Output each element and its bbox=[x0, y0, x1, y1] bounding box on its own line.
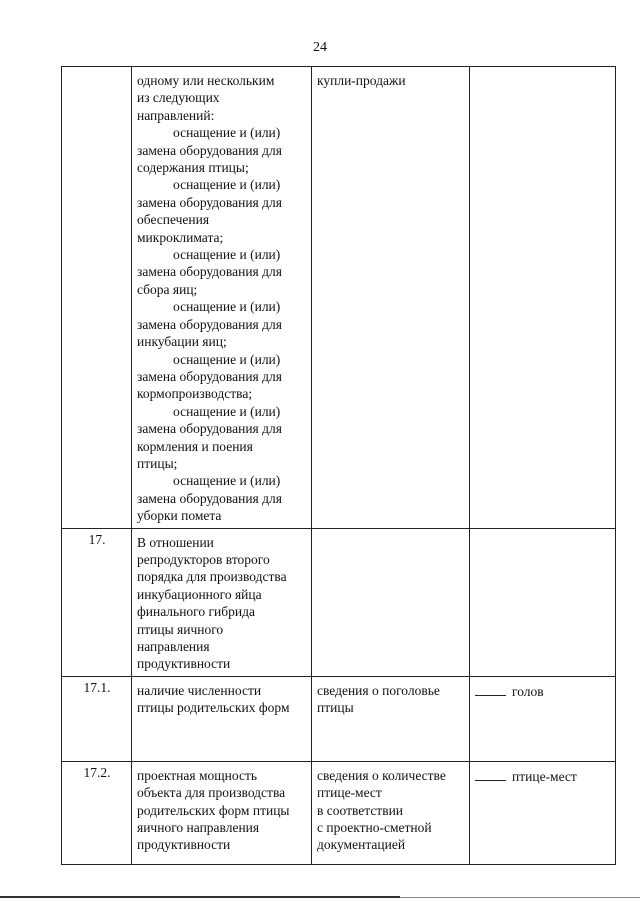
description-line: птицы яичного bbox=[137, 621, 224, 637]
description-line: оснащение и (или) bbox=[173, 473, 281, 489]
description-line: замена оборудования для bbox=[137, 368, 282, 384]
description-line: направлений: bbox=[137, 107, 215, 123]
table-row bbox=[62, 67, 616, 529]
description-line: замена оборудования для bbox=[137, 316, 282, 332]
description-line: продуктивности bbox=[137, 656, 231, 672]
description-line: направления bbox=[137, 639, 210, 654]
description-line: обеспечения bbox=[137, 212, 210, 228]
value-blank[interactable] bbox=[475, 767, 506, 781]
row-source bbox=[312, 67, 470, 529]
description-line: В отношении bbox=[137, 534, 214, 550]
description-line: инкубации яиц; bbox=[137, 334, 227, 350]
row-description bbox=[132, 528, 312, 676]
description-line: замена оборудования для bbox=[137, 421, 282, 437]
row-description bbox=[132, 761, 312, 864]
row-description bbox=[132, 676, 312, 761]
page-number: 24 bbox=[313, 40, 327, 55]
row-number: 17. bbox=[62, 528, 132, 676]
description-line: оснащение и (или) bbox=[173, 247, 281, 263]
source-line: сведения о количестве bbox=[317, 767, 446, 783]
description-line: оснащение и (или) bbox=[173, 177, 281, 193]
description-line: порядка для производства bbox=[137, 569, 287, 585]
row-number bbox=[62, 67, 132, 529]
description-line: уборки помета bbox=[137, 508, 222, 524]
description-line: оснащение и (или) bbox=[173, 403, 281, 419]
row-value bbox=[470, 761, 616, 864]
row-number: 17.1. bbox=[62, 676, 132, 761]
bottom-border-line-faint bbox=[400, 897, 640, 898]
description-line: проектная мощность bbox=[137, 767, 258, 783]
row-description bbox=[132, 67, 312, 529]
value-blank[interactable] bbox=[475, 682, 506, 696]
description-line: яичного направления bbox=[137, 820, 260, 836]
source-line: документацией bbox=[317, 837, 406, 853]
description-line: наличие численности bbox=[137, 682, 262, 698]
description-line: инкубационного яйца bbox=[137, 586, 262, 602]
description-line: родительских форм птицы bbox=[137, 802, 290, 818]
description-line: из следующих bbox=[137, 90, 220, 106]
requirements-table bbox=[61, 66, 616, 865]
description-line: замена оборудования для bbox=[137, 490, 282, 506]
description-line: сбора яиц; bbox=[137, 281, 198, 297]
row-value bbox=[470, 67, 616, 529]
table-row bbox=[62, 676, 616, 761]
description-line: оснащение и (или) bbox=[173, 299, 281, 315]
description-line: замена оборудования для bbox=[137, 142, 282, 158]
table-row bbox=[62, 528, 616, 676]
description-line: содержания птицы; bbox=[137, 160, 249, 176]
description-line: птицы родительских форм bbox=[137, 700, 290, 716]
description-line: замена оборудования для bbox=[137, 194, 282, 210]
description-line: птицы; bbox=[137, 455, 178, 471]
value-unit: голов bbox=[512, 683, 544, 699]
row-source bbox=[312, 761, 470, 864]
source-line: птице-мест bbox=[317, 785, 382, 801]
description-line: продуктивности bbox=[137, 837, 231, 853]
row-source bbox=[312, 528, 470, 676]
description-line: оснащение и (или) bbox=[173, 125, 281, 141]
description-line: кормопроизводства; bbox=[137, 386, 253, 402]
row-number: 17.2. bbox=[62, 761, 132, 864]
source-line: купли-продажи bbox=[317, 73, 406, 88]
description-line: одному или нескольким bbox=[137, 73, 275, 88]
description-line: микроклимата; bbox=[137, 229, 224, 245]
source-line: в соответствии bbox=[317, 802, 404, 818]
table-row bbox=[62, 761, 616, 864]
description-line: кормления и поения bbox=[137, 438, 253, 454]
row-value bbox=[470, 676, 616, 761]
description-line: объекта для производства bbox=[137, 785, 286, 801]
source-line: с проектно-сметной bbox=[317, 820, 432, 836]
description-line: оснащение и (или) bbox=[173, 351, 281, 367]
source-line: птицы bbox=[317, 700, 354, 716]
description-line: репродукторов второго bbox=[137, 551, 270, 567]
bottom-border-line bbox=[0, 896, 400, 898]
row-source bbox=[312, 676, 470, 761]
source-line: сведения о поголовье bbox=[317, 682, 440, 698]
value-unit: птице-мест bbox=[512, 768, 577, 784]
description-line: финального гибрида bbox=[137, 604, 255, 620]
description-line: замена оборудования для bbox=[137, 264, 282, 280]
row-value bbox=[470, 528, 616, 676]
